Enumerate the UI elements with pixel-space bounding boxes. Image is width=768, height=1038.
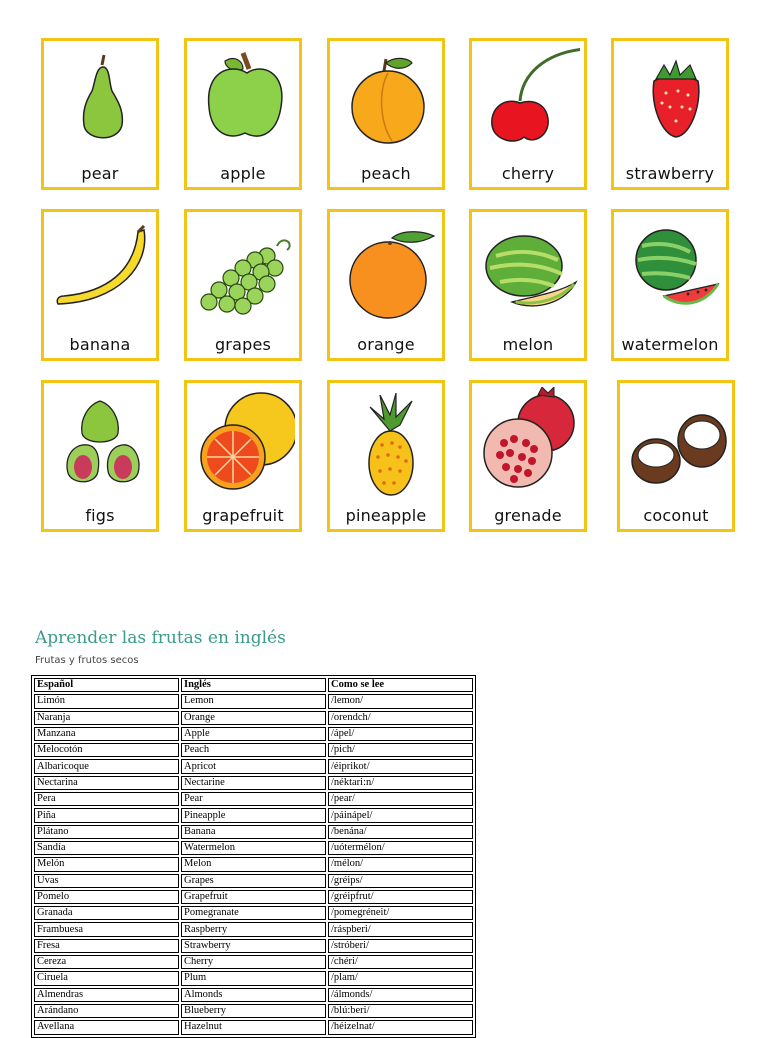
peach-icon — [334, 45, 438, 155]
cell-pronunciation: /gréipfrut/ — [328, 890, 473, 904]
table-header-row — [34, 678, 473, 692]
table-row — [34, 792, 473, 806]
cell-pronunciation: /plam/ — [328, 971, 473, 985]
cell-pronunciation: /uótermélon/ — [328, 841, 473, 855]
table-row — [34, 841, 473, 855]
card-label: banana — [69, 335, 131, 354]
table-row — [34, 743, 473, 757]
table-row — [34, 906, 473, 920]
table-row — [34, 694, 473, 708]
cell-spanish: Albaricoque — [34, 759, 179, 773]
cell-english: Pear — [181, 792, 326, 806]
cell-english: Nectarine — [181, 776, 326, 790]
header-pronunciation: Como se lee — [328, 678, 473, 692]
card-grenade — [469, 380, 587, 532]
card-label: grapefruit — [202, 506, 284, 525]
cell-pronunciation: /ápel/ — [328, 727, 473, 741]
cell-pronunciation: /lemon/ — [328, 694, 473, 708]
card-label: figs — [85, 506, 115, 525]
cherry-icon — [476, 45, 580, 155]
cell-spanish: Piña — [34, 808, 179, 822]
card-banana — [41, 209, 159, 361]
cell-english: Melon — [181, 857, 326, 871]
cell-spanish: Almendras — [34, 988, 179, 1002]
cell-pronunciation: /pich/ — [328, 743, 473, 757]
cell-english: Pomegranate — [181, 906, 326, 920]
cell-spanish: Plátano — [34, 825, 179, 839]
cell-spanish: Pera — [34, 792, 179, 806]
cell-spanish: Naranja — [34, 711, 179, 725]
cell-spanish: Fresa — [34, 939, 179, 953]
table-row — [34, 825, 473, 839]
cell-english: Lemon — [181, 694, 326, 708]
section-subtitle: Frutas y frutos secos — [35, 655, 139, 666]
card-melon — [469, 209, 587, 361]
apple-icon — [191, 45, 295, 155]
table-row — [34, 808, 473, 822]
cell-english: Hazelnut — [181, 1020, 326, 1034]
table-row — [34, 711, 473, 725]
table-row — [34, 759, 473, 773]
cell-spanish: Melocotón — [34, 743, 179, 757]
cell-spanish: Nectarina — [34, 776, 179, 790]
card-label: pineapple — [345, 506, 427, 525]
cell-pronunciation: /orendch/ — [328, 711, 473, 725]
table-body — [34, 694, 473, 1034]
pear-icon — [48, 45, 152, 155]
banana-icon — [48, 216, 152, 326]
card-label: grapes — [214, 335, 272, 354]
cell-english: Apple — [181, 727, 326, 741]
card-label: orange — [357, 335, 415, 354]
cell-english: Grapefruit — [181, 890, 326, 904]
cell-pronunciation: /gréips/ — [328, 874, 473, 888]
card-label: apple — [220, 164, 266, 183]
card-pineapple — [327, 380, 445, 532]
cell-spanish: Granada — [34, 906, 179, 920]
table-row — [34, 857, 473, 871]
cell-english: Cherry — [181, 955, 326, 969]
grapefruit-icon — [191, 387, 295, 497]
cell-english: Plum — [181, 971, 326, 985]
card-peach — [327, 38, 445, 190]
cell-english: Grapes — [181, 874, 326, 888]
card-grapes — [184, 209, 302, 361]
cell-pronunciation: /páinápel/ — [328, 808, 473, 822]
cell-english: Watermelon — [181, 841, 326, 855]
cell-pronunciation: /ráspberi/ — [328, 922, 473, 936]
card-label: coconut — [643, 506, 709, 525]
card-coconut — [617, 380, 735, 532]
card-label: cherry — [501, 164, 555, 183]
card-orange — [327, 209, 445, 361]
table-row — [34, 971, 473, 985]
cell-english: Apricot — [181, 759, 326, 773]
card-pear — [41, 38, 159, 190]
card-watermelon — [611, 209, 729, 361]
table-row — [34, 1004, 473, 1018]
card-label: pear — [81, 164, 119, 183]
card-label: watermelon — [621, 335, 719, 354]
cell-spanish: Avellana — [34, 1020, 179, 1034]
cell-english: Orange — [181, 711, 326, 725]
figs-icon — [48, 387, 152, 497]
cell-pronunciation: /blú:beri/ — [328, 1004, 473, 1018]
card-label: peach — [361, 164, 411, 183]
header-spanish: Español — [34, 678, 179, 692]
cell-english: Blueberry — [181, 1004, 326, 1018]
cell-pronunciation: /chéri/ — [328, 955, 473, 969]
cell-spanish: Ciruela — [34, 971, 179, 985]
table-row — [34, 955, 473, 969]
table-row — [34, 890, 473, 904]
header-english: Inglés — [181, 678, 326, 692]
cell-spanish: Melón — [34, 857, 179, 871]
pomegranate-icon — [476, 387, 580, 497]
fruit-translation-table — [31, 675, 476, 1038]
cell-spanish: Arándano — [34, 1004, 179, 1018]
grapes-icon — [191, 216, 295, 326]
cell-spanish: Cereza — [34, 955, 179, 969]
cell-pronunciation: /néktari:n/ — [328, 776, 473, 790]
card-grapefruit — [184, 380, 302, 532]
card-label: melon — [502, 335, 554, 354]
watermelon-icon — [618, 216, 722, 326]
table-row — [34, 1020, 473, 1034]
cell-pronunciation: /álmonds/ — [328, 988, 473, 1002]
table-row — [34, 922, 473, 936]
cell-english: Almonds — [181, 988, 326, 1002]
cell-english: Peach — [181, 743, 326, 757]
melon-icon — [476, 216, 580, 326]
pineapple-icon — [334, 387, 438, 497]
cell-spanish: Pomelo — [34, 890, 179, 904]
cell-spanish: Limón — [34, 694, 179, 708]
cell-pronunciation: /héizelnat/ — [328, 1020, 473, 1034]
cell-spanish: Sandía — [34, 841, 179, 855]
table-row — [34, 727, 473, 741]
cell-english: Raspberry — [181, 922, 326, 936]
cell-english: Strawberry — [181, 939, 326, 953]
cell-pronunciation: /pomegréneit/ — [328, 906, 473, 920]
strawberry-icon — [618, 45, 722, 155]
coconut-icon — [624, 387, 728, 497]
card-label: grenade — [494, 506, 562, 525]
card-cherry — [469, 38, 587, 190]
table-row — [34, 939, 473, 953]
cell-spanish: Frambuesa — [34, 922, 179, 936]
cell-pronunciation: /stróberi/ — [328, 939, 473, 953]
cell-spanish: Manzana — [34, 727, 179, 741]
card-figs — [41, 380, 159, 532]
section-title: Aprender las frutas en inglés — [35, 628, 286, 648]
table-row — [34, 874, 473, 888]
orange-icon — [334, 216, 438, 326]
cell-english: Banana — [181, 825, 326, 839]
table-row — [34, 776, 473, 790]
cell-pronunciation: /pear/ — [328, 792, 473, 806]
cell-spanish: Uvas — [34, 874, 179, 888]
card-strawberry — [611, 38, 729, 190]
cell-english: Pineapple — [181, 808, 326, 822]
cell-pronunciation: /éiprikot/ — [328, 759, 473, 773]
cell-pronunciation: /benána/ — [328, 825, 473, 839]
card-apple — [184, 38, 302, 190]
cell-pronunciation: /mélon/ — [328, 857, 473, 871]
card-label: strawberry — [625, 164, 715, 183]
table-row — [34, 988, 473, 1002]
